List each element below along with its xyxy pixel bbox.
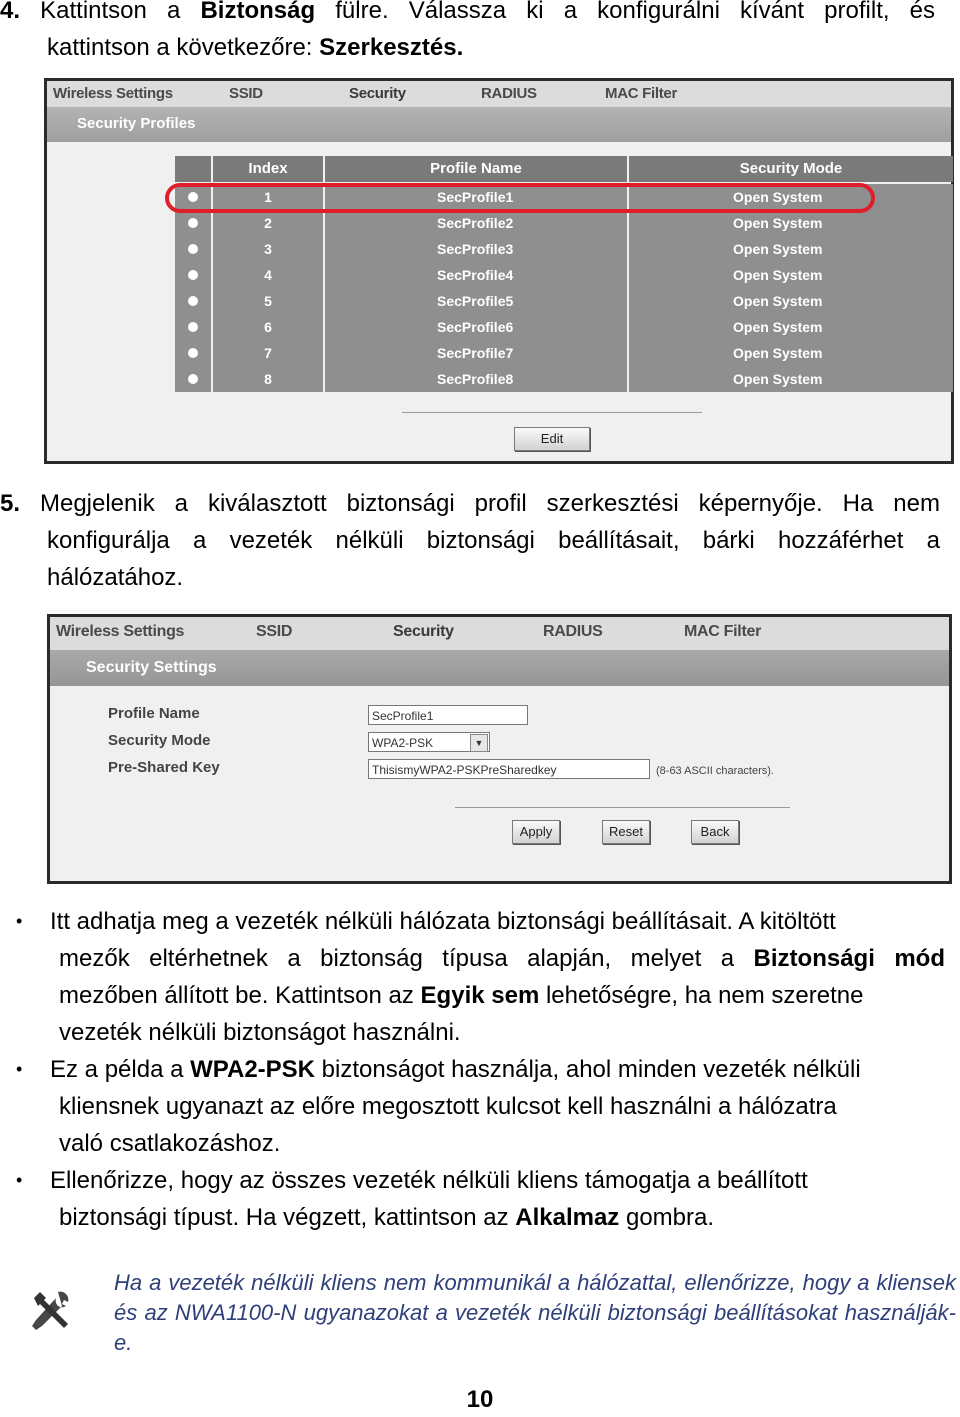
section-title: Security Profiles — [77, 115, 196, 132]
index-cell: 2 — [213, 210, 323, 236]
page-number: 10 — [466, 1386, 494, 1413]
bullet-icon: • — [16, 911, 23, 931]
security-mode-select[interactable] — [368, 732, 490, 752]
radio-selected-icon[interactable] — [188, 270, 198, 280]
profile-name-cell: SecProfile5 — [325, 288, 627, 314]
col-header-security-mode: Security Mode — [629, 156, 953, 182]
select-cell — [175, 236, 211, 262]
index-cell: 1 — [213, 184, 323, 210]
edit-button[interactable]: Edit — [514, 427, 590, 451]
security-mode-cell: Open System — [629, 262, 953, 288]
index-cell: 8 — [213, 366, 323, 392]
divider — [455, 807, 790, 808]
select-cell — [175, 210, 211, 236]
tab-wireless-settings[interactable]: Wireless Settings — [53, 85, 173, 102]
col-header-profile-name: Profile Name — [325, 156, 627, 182]
tab-radius[interactable]: RADIUS — [481, 85, 537, 102]
radio-selected-icon[interactable] — [188, 218, 198, 228]
col-header-select — [175, 156, 211, 182]
section-title: Security Settings — [86, 659, 217, 676]
security-mode-cell: Open System — [629, 340, 953, 366]
security-mode-label: Security Mode — [108, 732, 211, 749]
bullet-item: • Ez a példa a WPA2-PSK biztonságot használja, ahol minden vezeték nélküli kliensnek ugyanazt az előre megosztott kulcsot kell használni a hálózatra való csatlakozáshoz. — [0, 1051, 945, 1162]
tools-icon — [28, 1288, 74, 1334]
profile-name-field[interactable]: SecProfile1 — [368, 705, 528, 725]
profile-name-label: Profile Name — [108, 705, 200, 722]
table-row[interactable] — [175, 262, 953, 288]
select-cell — [175, 340, 211, 366]
tab-wireless-settings[interactable]: Wireless Settings — [56, 623, 185, 640]
table-row[interactable] — [175, 210, 953, 236]
security-mode-cell: Open System — [629, 288, 953, 314]
tab-ssid[interactable]: SSID — [229, 85, 263, 102]
tab-mac-filter[interactable]: MAC Filter — [605, 85, 678, 102]
step-5-paragraph: 5. Megjelenik a kiválasztott biztonsági profil szerkesztési képernyője. Ha nem konfigurálja a vezeték nélküli biztonsági beállításait, bárki hozzáférhet a hálózatához. — [0, 490, 940, 591]
back-button[interactable]: Back — [691, 820, 739, 844]
security-mode-value: WPA2-PSK — [372, 736, 434, 750]
security-mode-cell: Open System — [629, 236, 953, 262]
section-header — [47, 107, 951, 142]
index-cell: 6 — [213, 314, 323, 340]
table-row[interactable] — [175, 288, 953, 314]
section-header — [50, 650, 949, 686]
psk-hint: (8-63 ASCII characters). — [656, 765, 774, 777]
table-row[interactable] — [175, 314, 953, 340]
note-text: Ha a vezeték nélküli kliens nem kommunikál a hálózattal, ellenőrizze, hogy a kliensek és az NWA1100-N ugyanazokat a vezeték nélküli biztonsági beállításokat használják-e. — [114, 1270, 956, 1355]
bullet-icon: • — [16, 1059, 23, 1079]
profile-name-cell: SecProfile2 — [325, 210, 627, 236]
tab-bar — [50, 617, 949, 651]
divider — [402, 412, 702, 413]
select-cell — [175, 366, 211, 392]
security-settings-screenshot — [47, 614, 952, 884]
profile-name-cell: SecProfile6 — [325, 314, 627, 340]
bullet-list — [0, 903, 945, 1236]
profile-name-cell: SecProfile1 — [325, 184, 627, 210]
profile-name-cell: SecProfile7 — [325, 340, 627, 366]
index-cell: 4 — [213, 262, 323, 288]
table-row[interactable] — [175, 236, 953, 262]
col-header-index: Index — [213, 156, 323, 182]
tab-security[interactable]: Security — [349, 85, 406, 102]
profile-name-cell: SecProfile4 — [325, 262, 627, 288]
table-row[interactable] — [175, 340, 953, 366]
bullet-item: • Ellenőrizze, hogy az összes vezeték nélküli kliens támogatja a beállított biztonsági típust. Ha végzett, kattintson az Alkalmaz gombra. — [0, 1162, 945, 1236]
reset-button[interactable]: Reset — [602, 820, 650, 844]
table-row[interactable] — [175, 366, 953, 392]
step-4-paragraph: 4. Kattintson a Biztonság fülre. Válassza ki a konfigurálni kívánt profilt, és kattintson a következőre: Szerkesztés. — [0, 0, 935, 61]
select-cell — [175, 288, 211, 314]
bullet-icon: • — [16, 1170, 23, 1190]
radio-selected-icon[interactable] — [188, 348, 198, 358]
apply-button[interactable]: Apply — [512, 820, 560, 844]
tab-radius[interactable]: RADIUS — [543, 623, 603, 640]
selected-row-highlight — [165, 183, 875, 213]
pre-shared-key-field[interactable]: ThisismyWPA2-PSKPreSharedkey — [368, 759, 650, 779]
radio-selected-icon[interactable] — [188, 244, 198, 254]
security-mode-cell: Open System — [629, 366, 953, 392]
tab-security[interactable]: Security — [393, 623, 454, 640]
tab-ssid[interactable]: SSID — [256, 623, 293, 640]
radio-selected-icon[interactable] — [188, 296, 198, 306]
tab-bar — [47, 81, 951, 108]
select-cell — [175, 262, 211, 288]
profile-name-cell: SecProfile8 — [325, 366, 627, 392]
index-cell: 5 — [213, 288, 323, 314]
security-mode-cell: Open System — [629, 210, 953, 236]
index-cell: 3 — [213, 236, 323, 262]
bullet-item: • Itt adhatja meg a vezeték nélküli hálózata biztonsági beállításait. A kitöltött mezők eltérhetnek a biztonság típusa alapján, melyet a Biztonsági mód mezőben állított be. Kattintson az Egyik sem lehetőségre, ha nem szeretne vezeték nélküli biztonságot használni. — [0, 903, 945, 1051]
security-mode-cell: Open System — [629, 184, 953, 210]
pre-shared-key-label: Pre-Shared Key — [108, 759, 220, 776]
security-mode-cell: Open System — [629, 314, 953, 340]
radio-selected-icon[interactable] — [188, 322, 198, 332]
index-cell: 7 — [213, 340, 323, 366]
security-profiles-screenshot — [44, 78, 954, 464]
radio-selected-icon[interactable] — [188, 374, 198, 384]
select-cell — [175, 314, 211, 340]
profile-name-cell: SecProfile3 — [325, 236, 627, 262]
dropdown-arrow-icon[interactable]: ▼ — [470, 734, 488, 752]
tab-mac-filter[interactable]: MAC Filter — [684, 623, 762, 640]
